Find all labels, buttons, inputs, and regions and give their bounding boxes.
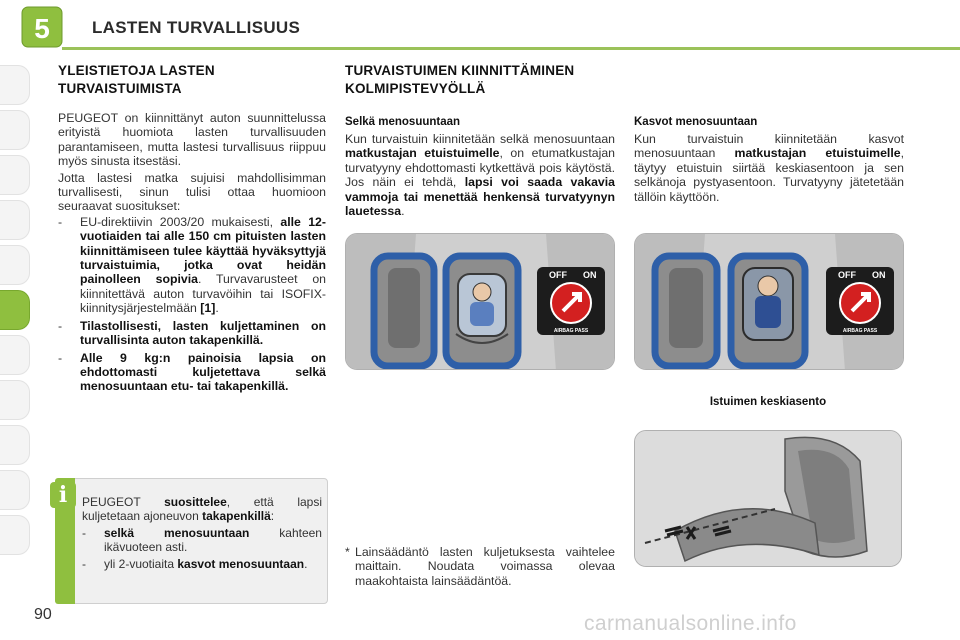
list-item: - selkä menosuuntaan kahteen ikävuoteen asti.	[82, 526, 322, 554]
header-divider	[62, 47, 960, 50]
airbag-off-panel	[535, 265, 607, 337]
info-icon: i	[50, 482, 76, 508]
list-item: - Alle 9 kg:n painoisia lapsia on ehdottomasti kuljetettava selkä menosuuntaan etu- tai takapenkillä.	[58, 350, 326, 394]
chapter-tab[interactable]	[0, 200, 30, 240]
chapter-tab[interactable]	[0, 335, 30, 375]
list-item: - yli 2-vuotiaita kasvot menosuuntaan.	[82, 557, 308, 571]
footnote-text: Lainsäädäntö lasten kuljetuksesta vaihtelee maittain. Noudata voimassa olevaa maakohtaista lainsäädäntöä.	[355, 545, 615, 588]
info-list	[82, 526, 322, 571]
heading-line: YLEISTIETOJA LASTEN	[58, 63, 215, 78]
chapter-tab[interactable]	[0, 470, 30, 510]
chapter-tab[interactable]	[0, 425, 30, 465]
chapter-badge	[20, 5, 64, 49]
intro-paragraph: PEUGEOT on kiinnittänyt auton suunnittelussa erityistä huomiota lasten turvallisuuden parantamiseen, mutta lastesi turvallisuus riippuu myös sinusta itsestäsi.	[58, 111, 326, 169]
chapter-number: 5	[34, 13, 50, 44]
page-title: LASTEN TURVALLISUUS	[92, 18, 301, 37]
section-heading	[58, 62, 328, 98]
airbag-pass-label: AIRBAG PASS	[553, 328, 589, 334]
airbag-off-label: OFF	[838, 270, 856, 280]
chapter-tab[interactable]	[0, 155, 30, 195]
forward-facing-block	[634, 116, 904, 204]
seat-position-caption: Istuimen keskiasento	[709, 396, 827, 408]
chapter-tab[interactable]	[0, 110, 30, 150]
airbag-pass-label: AIRBAG PASS	[842, 328, 878, 334]
airbag-on-panel	[824, 265, 896, 337]
heading-line: KOLMIPISTEVYÖLLÄ	[345, 81, 486, 96]
airbag-off-label: OFF	[549, 270, 567, 280]
chapter-tab[interactable]	[0, 380, 30, 420]
intro-text	[58, 111, 326, 397]
info-content	[82, 495, 322, 574]
watermark: carmanualsonline.info	[584, 612, 797, 635]
seat-position-illustration	[634, 430, 902, 567]
forward-facing-subhead: Kasvot menosuuntaan	[634, 116, 758, 128]
heading-line: TURVAISTUIMEN KIINNITTÄMINEN	[345, 63, 575, 78]
info-text: PEUGEOT suosittelee, että lapsi kuljetetaan ajoneuvon takapenkillä:	[82, 495, 322, 523]
forward-facing-text: Kun turvaistuin kiinnitetään kasvot menosuuntaan matkustajan etuistuimelle, täytyy etuistuin siirtää keskiasentoon ja sen selkänoja pystyasentoon. Turvatyyny jätetetään tällöin käyttöön.	[634, 132, 905, 204]
rear-facing-subhead: Selkä menosuuntaan	[345, 116, 461, 128]
footnote-mark: *	[345, 545, 350, 559]
chapter-tab[interactable]	[0, 65, 30, 105]
chapter-tab-active[interactable]	[0, 290, 30, 330]
recommendation-paragraph: Jotta lastesi matka sujuisi mahdollisimman turvallisesti, sinun tulisi ottaa huomioon seuraavat suositukset:	[58, 170, 326, 214]
list-item: - EU-direktiivin 2003/20 mukaisesti, alle 12-vuotiaiden tai alle 150 cm pituisten lasten kiinnittämiseen tulee käyttää hyväksyttyjä turvaistuimia, jotka ovat heidän painolleen sopivia. Turvavarusteet on kiinnitettävä auton turvavöihin tai ISOFIX-kiinnitysjärjestelmään [1].	[58, 214, 326, 316]
heading-line: TURVAISTUIMISTA	[58, 81, 182, 96]
page-number: 90	[34, 606, 52, 623]
airbag-on-label: ON	[583, 270, 597, 280]
section-heading	[345, 62, 635, 98]
chapter-tab[interactable]	[0, 245, 30, 285]
rear-facing-text: Kun turvaistuin kiinnitetään selkä menosuuntaan matkustajan etuistuimelle, on etumatkustajan turvatyyny ehdottomasti kytkettävä pois käytöstä. Jos näin ei tehdä, lapsi voi saada vakavia vammoja tai menettää henkensä turvatyynyn lauetessa.	[345, 132, 616, 219]
airbag-on-label: ON	[872, 270, 886, 280]
footnote	[345, 545, 615, 588]
list-item: - Tilastollisesti, lasten kuljettaminen on turvallisinta auton takapenkillä.	[58, 318, 326, 348]
chapter-tab[interactable]	[0, 515, 30, 555]
recommendation-list	[58, 215, 326, 394]
rear-facing-block	[345, 116, 615, 218]
